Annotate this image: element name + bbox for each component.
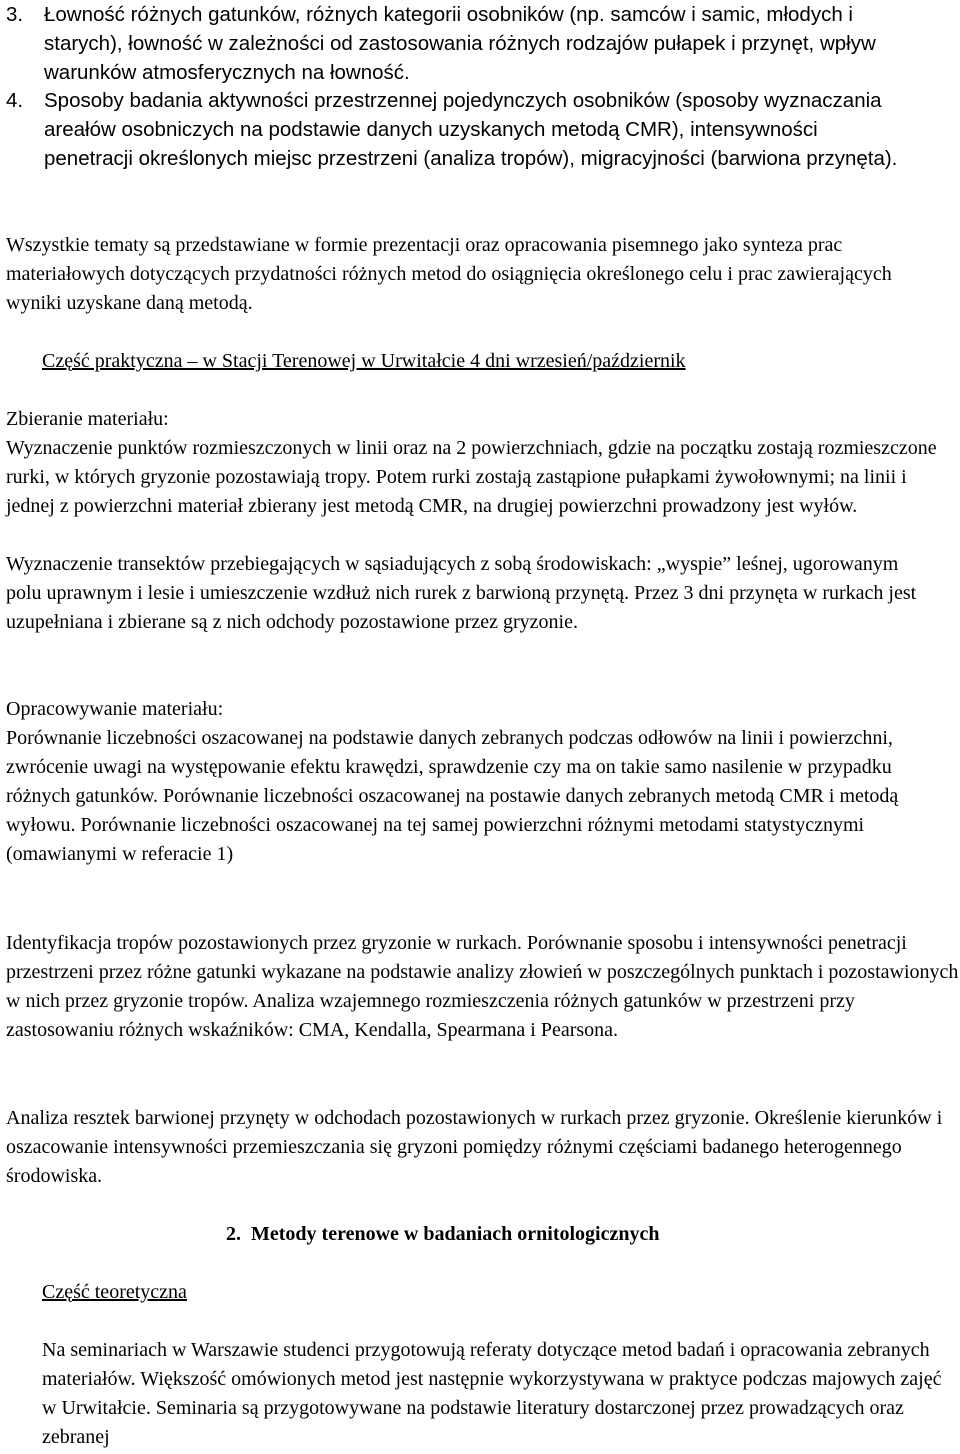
practical-heading: Część praktyczna – w Stacji Terenowej w Urwitałcie 4 dni wrzesień/październik — [42, 350, 686, 372]
list-number: 4. — [6, 89, 24, 112]
list-number: 3. — [6, 3, 24, 26]
theory-heading: Część teoretyczna — [42, 1281, 187, 1303]
processing-paragraph-1: Porównanie liczebności oszacowanej na podstawie danych zebranych podczas odłowów na linii i powierzchni, zwrócenie uwagi na występowanie efektu krawędzi, sprawdzenie czy ma on takie samo nasilenie w przypadku różnych gatunków. Porównanie liczebności oszacowanej na postawie danych zebranych metodą CMR i metodą wyłowu. Porównanie liczebności oszacowanej na tej samej powierzchni różnymi metodami statystycznymi (omawianymi w referacie 1) — [6, 727, 899, 865]
collection-heading: Zbieranie materiału: — [6, 408, 169, 430]
intro-paragraph: Wszystkie tematy są przedstawiane w formie prezentacji oraz opracowania pisemnego jako synteza prac materiałowych dotyczących przydatności różnych metod do osiągnięcia określonego celu i prac zawierających wyniki uzyskane daną metodą. — [6, 234, 892, 314]
list-item-3 — [6, 0, 936, 87]
section-2-title — [226, 1220, 876, 1249]
processing-heading: Opracowywanie materiału: — [6, 698, 224, 720]
collection-paragraph-1: Wyznaczenie punktów rozmieszczonych w linii oraz na 2 powierzchniach, gdzie na początku zostają rozmieszczone rurki, w których gryzonie pozostawiają tropy. Potem rurki zostają zastąpione pułapkami żywołownymi; na linii i jednej z powierzchni materiał zbierany jest metodą CMR, na drugiej powierzchni prowadzony jest wyłów. — [6, 437, 937, 517]
list-text: Sposoby badania aktywności przestrzennej pojedynczych osobników (sposoby wyznaczania areałów osobniczych na podstawie danych uzyskanych metodą CMR), intensywności penetracji określonych miejsc przestrzeni (analiza tropów), migracyjności (barwiona przynęta). — [44, 89, 898, 170]
processing-paragraph-3: Analiza resztek barwionej przynęty w odchodach pozostawionych w rurkach przez gryzonie. Określenie kierunków i oszacowanie intensywności przemieszczania się gryzoni pomiędzy różnymi częściami badanego heterogennego środowiska. — [6, 1107, 943, 1187]
section-2-paragraph: Na seminariach w Warszawie studenci przygotowują referaty dotyczące metod badań i opracowania zebranych materiałów. Większość omówionych metod jest następnie wykorzystywana w praktyce podczas majowych zajęć w Urwitałcie. Seminaria są przygotowywane na podstawie literatury dostarczonej przez prowadzących oraz zebranej — [42, 1339, 942, 1448]
section-title: Metody terenowe w badaniach ornitologicznych — [251, 1223, 660, 1245]
processing-paragraph-2: Identyfikacja tropów pozostawionych przez gryzonie w rurkach. Porównanie sposobu i intensywności penetracji przestrzeni przez różne gatunki wykazane na podstawie analizy złowień w poszczególnych punktach i pozostawionych w nich przez gryzonie tropów. Analiza wzajemnego rozmieszczenia różnych gatunków w przestrzeni przy zastosowaniu różnych wskaźników: CMA, Kendalla, Spearmana i Pearsona. — [6, 932, 959, 1041]
collection-paragraph-2: Wyznaczenie transektów przebiegających w sąsiadujących z sobą środowiskach: „wyspie” leśnej, ugorowanym polu uprawnym i lesie i umieszczenie wzdłuż nich rurek z barwioną przynętą. Przez 3 dni przynęta w rurkach jest uzupełniana i zbierane są z nich odchody pozostawione przez gryzonie. — [6, 553, 917, 633]
list-item-4 — [6, 86, 936, 173]
section-number: 2. — [226, 1223, 241, 1245]
list-text: Łowność różnych gatunków, różnych kategorii osobników (np. samców i samic, młodych i starych), łowność w zależności od zastosowania różnych rodzajów pułapek i przynęt, wpływ warunków atmosferycznych na łowność. — [44, 3, 876, 84]
